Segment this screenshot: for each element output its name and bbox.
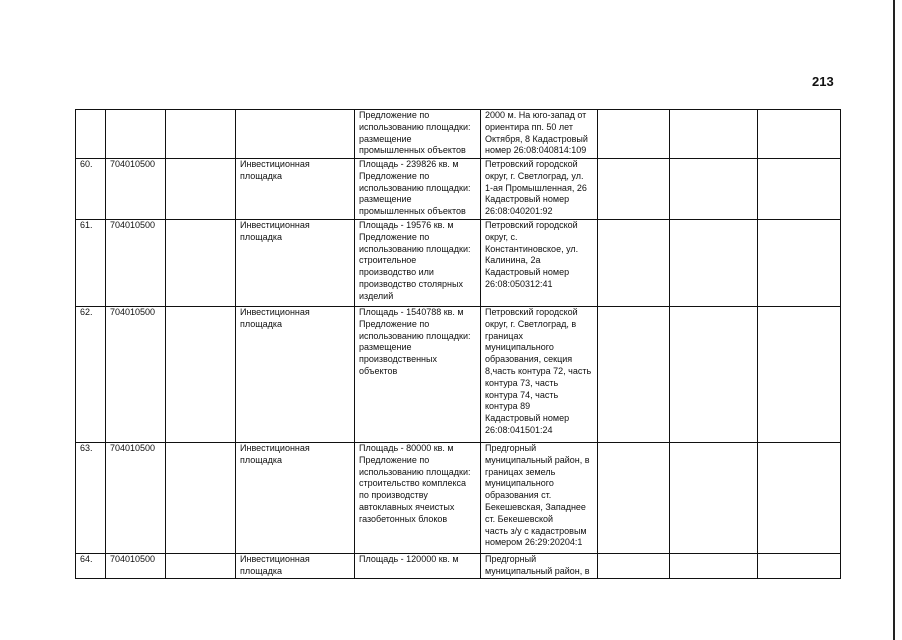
empty-cell [166,159,236,220]
object-description: Площадь - 239826 кв. м Предложение по использованию площадки: размещение промышленных объектов [355,159,481,220]
table-row [76,307,841,443]
empty-cell [598,220,670,307]
object-location: Петровский городской округ, г. Светлоград, ул. 1-ая Промышленная, 26 Кадастровый номер 26:08:040201:92 [481,159,598,220]
table-row [76,554,841,579]
object-type [236,110,355,159]
empty-cell [670,110,758,159]
row-number: 60. [76,159,106,220]
empty-cell [758,443,841,554]
empty-cell [758,159,841,220]
row-number: 64. [76,554,106,579]
object-type: Инвестиционная площадка [236,220,355,307]
object-description: Площадь - 1540788 кв. м Предложение по использованию площадки: размещение производственных объектов [355,307,481,443]
object-type: Инвестиционная площадка [236,159,355,220]
table-row [76,110,841,159]
object-location: Петровский городской округ, г. Светлоград, в границах муниципального образования, секция 8,часть контура 72, часть контура 73, часть контура 74, часть контура 89 Кадастровый номер 26:08:041501:24 [481,307,598,443]
investment-sites-table [75,109,841,579]
table-row [76,220,841,307]
territory-code: 704010500 [106,554,166,579]
empty-cell [758,110,841,159]
territory-code [106,110,166,159]
empty-cell [166,307,236,443]
empty-cell [758,554,841,579]
object-location: Предгорный муниципальный район, в границах земель муниципального образования ст. Бекешевская, Западнее ст. Бекешевской часть з/у с кадастровым номером 26:29:20204:1 [481,443,598,554]
row-number: 61. [76,220,106,307]
object-type: Инвестиционная площадка [236,443,355,554]
object-description: Предложение по использованию площадки: размещение промышленных объектов [355,110,481,159]
empty-cell [758,307,841,443]
empty-cell [598,554,670,579]
empty-cell [670,443,758,554]
empty-cell [758,220,841,307]
territory-code: 704010500 [106,159,166,220]
territory-code: 704010500 [106,307,166,443]
empty-cell [670,307,758,443]
empty-cell [670,220,758,307]
object-description: Площадь - 19576 кв. м Предложение по использованию площадки: строительное производство или производство столярных изделий [355,220,481,307]
empty-cell [598,110,670,159]
territory-code: 704010500 [106,220,166,307]
object-type: Инвестиционная площадка [236,307,355,443]
row-number [76,110,106,159]
object-location: Петровский городской округ, с. Константиновское, ул. Калинина, 2а Кадастровый номер 26:08:050312:41 [481,220,598,307]
object-description: Площадь - 80000 кв. м Предложение по использованию площадки: строительство комплекса по производству автоклавных ячеистых газобетонных блоков [355,443,481,554]
empty-cell [598,443,670,554]
empty-cell [598,159,670,220]
territory-code: 704010500 [106,443,166,554]
row-number: 62. [76,307,106,443]
empty-cell [670,554,758,579]
object-type: Инвестиционная площадка [236,554,355,579]
empty-cell [166,443,236,554]
row-number: 63. [76,443,106,554]
empty-cell [166,220,236,307]
empty-cell [166,110,236,159]
page-edge-line [893,0,895,640]
empty-cell [166,554,236,579]
page-number: 213 [812,74,834,89]
table-row [76,159,841,220]
empty-cell [670,159,758,220]
table-row [76,443,841,554]
object-location: Предгорный муниципальный район, в [481,554,598,579]
empty-cell [598,307,670,443]
object-location: 2000 м. На юго-запад от ориентира пп. 50 лет Октября, 8 Кадастровый номер 26:08:040814:109 [481,110,598,159]
object-description: Площадь - 120000 кв. м [355,554,481,579]
